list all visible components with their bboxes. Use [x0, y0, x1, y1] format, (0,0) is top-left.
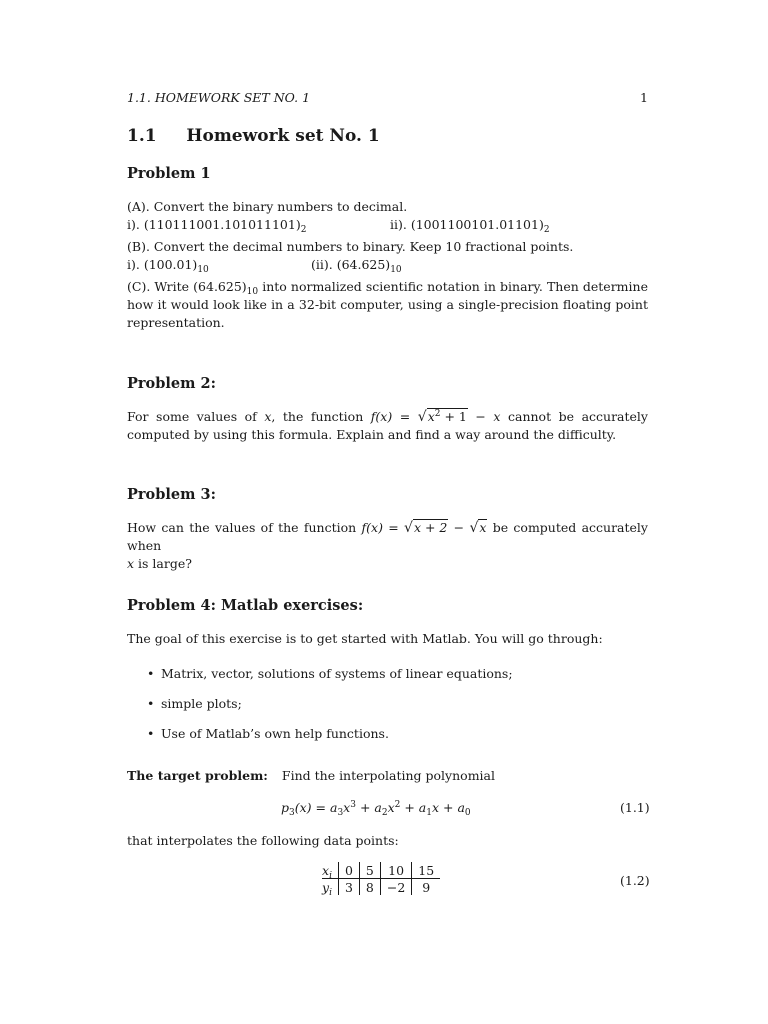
problem-1b-ii [311, 256, 402, 274]
problem-1b-i-base: 10 [197, 265, 209, 275]
table-header-y: $y_i$ [322, 879, 332, 898]
problem-3-line2-var: x [127, 556, 135, 571]
problem-1c-post: into normalized scientific notation in binary. Then determine how it would look like in a 32-bit computer, using a single-precision floating point representation. [127, 279, 648, 330]
table-cell: 0 [338, 862, 359, 879]
problem-2-radicand-rest: + 1 [440, 409, 467, 424]
sqrt-sign-icon: √ [404, 520, 413, 536]
polynomial-equation: $p_3(x) = a_3x^3 + a_2x^2 + a_1x + a_0$ [281, 800, 471, 818]
problem-1b-i [127, 256, 209, 274]
data-points-table-wrapper [322, 862, 440, 898]
problem-1a-i-label: i). (110111001.101011101) [127, 217, 301, 232]
table-cell: 5 [359, 862, 380, 879]
interpolation-text: that interpolates the following data points: [127, 833, 399, 848]
problem-3-post: be computed accurately when [127, 520, 648, 553]
target-problem-label: The target problem: [127, 768, 268, 783]
table-cell: 15 [412, 862, 440, 879]
list-item [127, 665, 648, 683]
problem-2-eq: = [392, 409, 418, 424]
equation-number-1-1: (1.1) [620, 800, 650, 815]
problem-2-post: cannot be accurately computed by using this formula. Explain and find a way around the difficulty. [127, 409, 648, 442]
list-item-text: Matrix, vector, solutions of systems of linear equations; [161, 666, 513, 681]
table-cell: −2 [380, 879, 411, 896]
problem-1b-ii-base: 10 [390, 265, 402, 275]
problem-3-f: f(x) = [361, 520, 405, 535]
table-cell: 10 [380, 862, 411, 879]
problem-1c-base: 10 [246, 287, 259, 297]
problem-3-line2-post: is large? [134, 556, 192, 571]
section-title-text: Homework set No. 1 [186, 126, 380, 146]
list-item [127, 725, 648, 743]
problem-2-f: f [370, 409, 376, 424]
data-points-table [322, 862, 440, 898]
problem-3-sqrt-1 [404, 519, 448, 537]
sqrt-sign-icon: √ [417, 409, 427, 425]
table-header-x: $x_i$ [322, 862, 338, 879]
problem-3-radicand-2: x [479, 520, 487, 535]
problem-1a-ii-base: 2 [543, 225, 550, 235]
problem-3-pre: How can the values of the function [127, 520, 362, 535]
table-row [322, 862, 440, 879]
equation-number-1-2: (1.2) [620, 873, 650, 888]
list-item [127, 695, 648, 713]
problem-2-minus-x: − x [467, 409, 501, 424]
table-cell: 9 [412, 879, 440, 896]
problem-1a-ii-label: ii). (1001100101.01101) [390, 217, 544, 232]
problem-1a-i [127, 216, 306, 234]
problem-2-paragraph [127, 408, 648, 444]
problem-2-f-arg: (x) [375, 409, 393, 424]
problem-1a-ii [390, 216, 550, 234]
problem-1a-i-base: 2 [300, 225, 307, 235]
table-row [322, 879, 440, 896]
problem-3-title: Problem 3: [127, 486, 216, 503]
page-number: 1 [640, 90, 648, 105]
problem-3-radicand-1: x + 2 [413, 520, 448, 535]
list-item-text: simple plots; [161, 696, 242, 711]
bullet-icon: • [147, 696, 155, 711]
problem-2-pre: For some values of [127, 409, 265, 424]
problem-1b-i-label: i). (100.01) [127, 257, 198, 272]
problem-1a-text: (A). Convert the binary numbers to decimal. [127, 199, 408, 214]
problem-4-intro: The goal of this exercise is to get started with Matlab. You will go through: [127, 631, 603, 646]
problem-2-var-x: x [264, 409, 272, 424]
problem-1b-ii-label: (ii). (64.625) [311, 257, 391, 272]
bullet-icon: • [147, 666, 155, 681]
problem-1c-paragraph [127, 278, 648, 332]
problem-1b-text: (B). Convert the decimal numbers to binary. Keep 10 fractional points. [127, 239, 574, 254]
problem-2-square: 2 [434, 409, 441, 419]
problem-2-radicand [427, 408, 468, 424]
problem-1-title: Problem 1 [127, 165, 211, 182]
table-cell: 3 [338, 879, 359, 896]
section-number: 1.1 [127, 126, 157, 146]
problem-2-sqrt [418, 408, 468, 426]
table-cell: 8 [359, 879, 380, 896]
problem-2-radicand-x: x [427, 409, 435, 424]
problem-3-minus: − [448, 520, 470, 535]
problem-2-title: Problem 2: [127, 375, 216, 392]
target-problem-text: Find the interpolating polynomial [281, 768, 495, 783]
bullet-icon: • [147, 726, 155, 741]
problem-1c-pre: (C). Write (64.625) [127, 279, 247, 294]
running-head: 1.1. HOMEWORK SET NO. 1 [127, 90, 311, 105]
problem-4-bullet-list [127, 665, 648, 745]
section-title [127, 126, 380, 146]
sqrt-sign-icon: √ [469, 520, 479, 536]
list-item-text: Use of Matlab’s own help functions. [161, 726, 389, 741]
problem-4-title: Problem 4: Matlab exercises: [127, 597, 364, 614]
problem-2-mid: , the function [271, 409, 371, 424]
problem-3-paragraph [127, 519, 648, 573]
target-problem-line [127, 767, 495, 785]
problem-3-sqrt-2 [469, 519, 487, 537]
